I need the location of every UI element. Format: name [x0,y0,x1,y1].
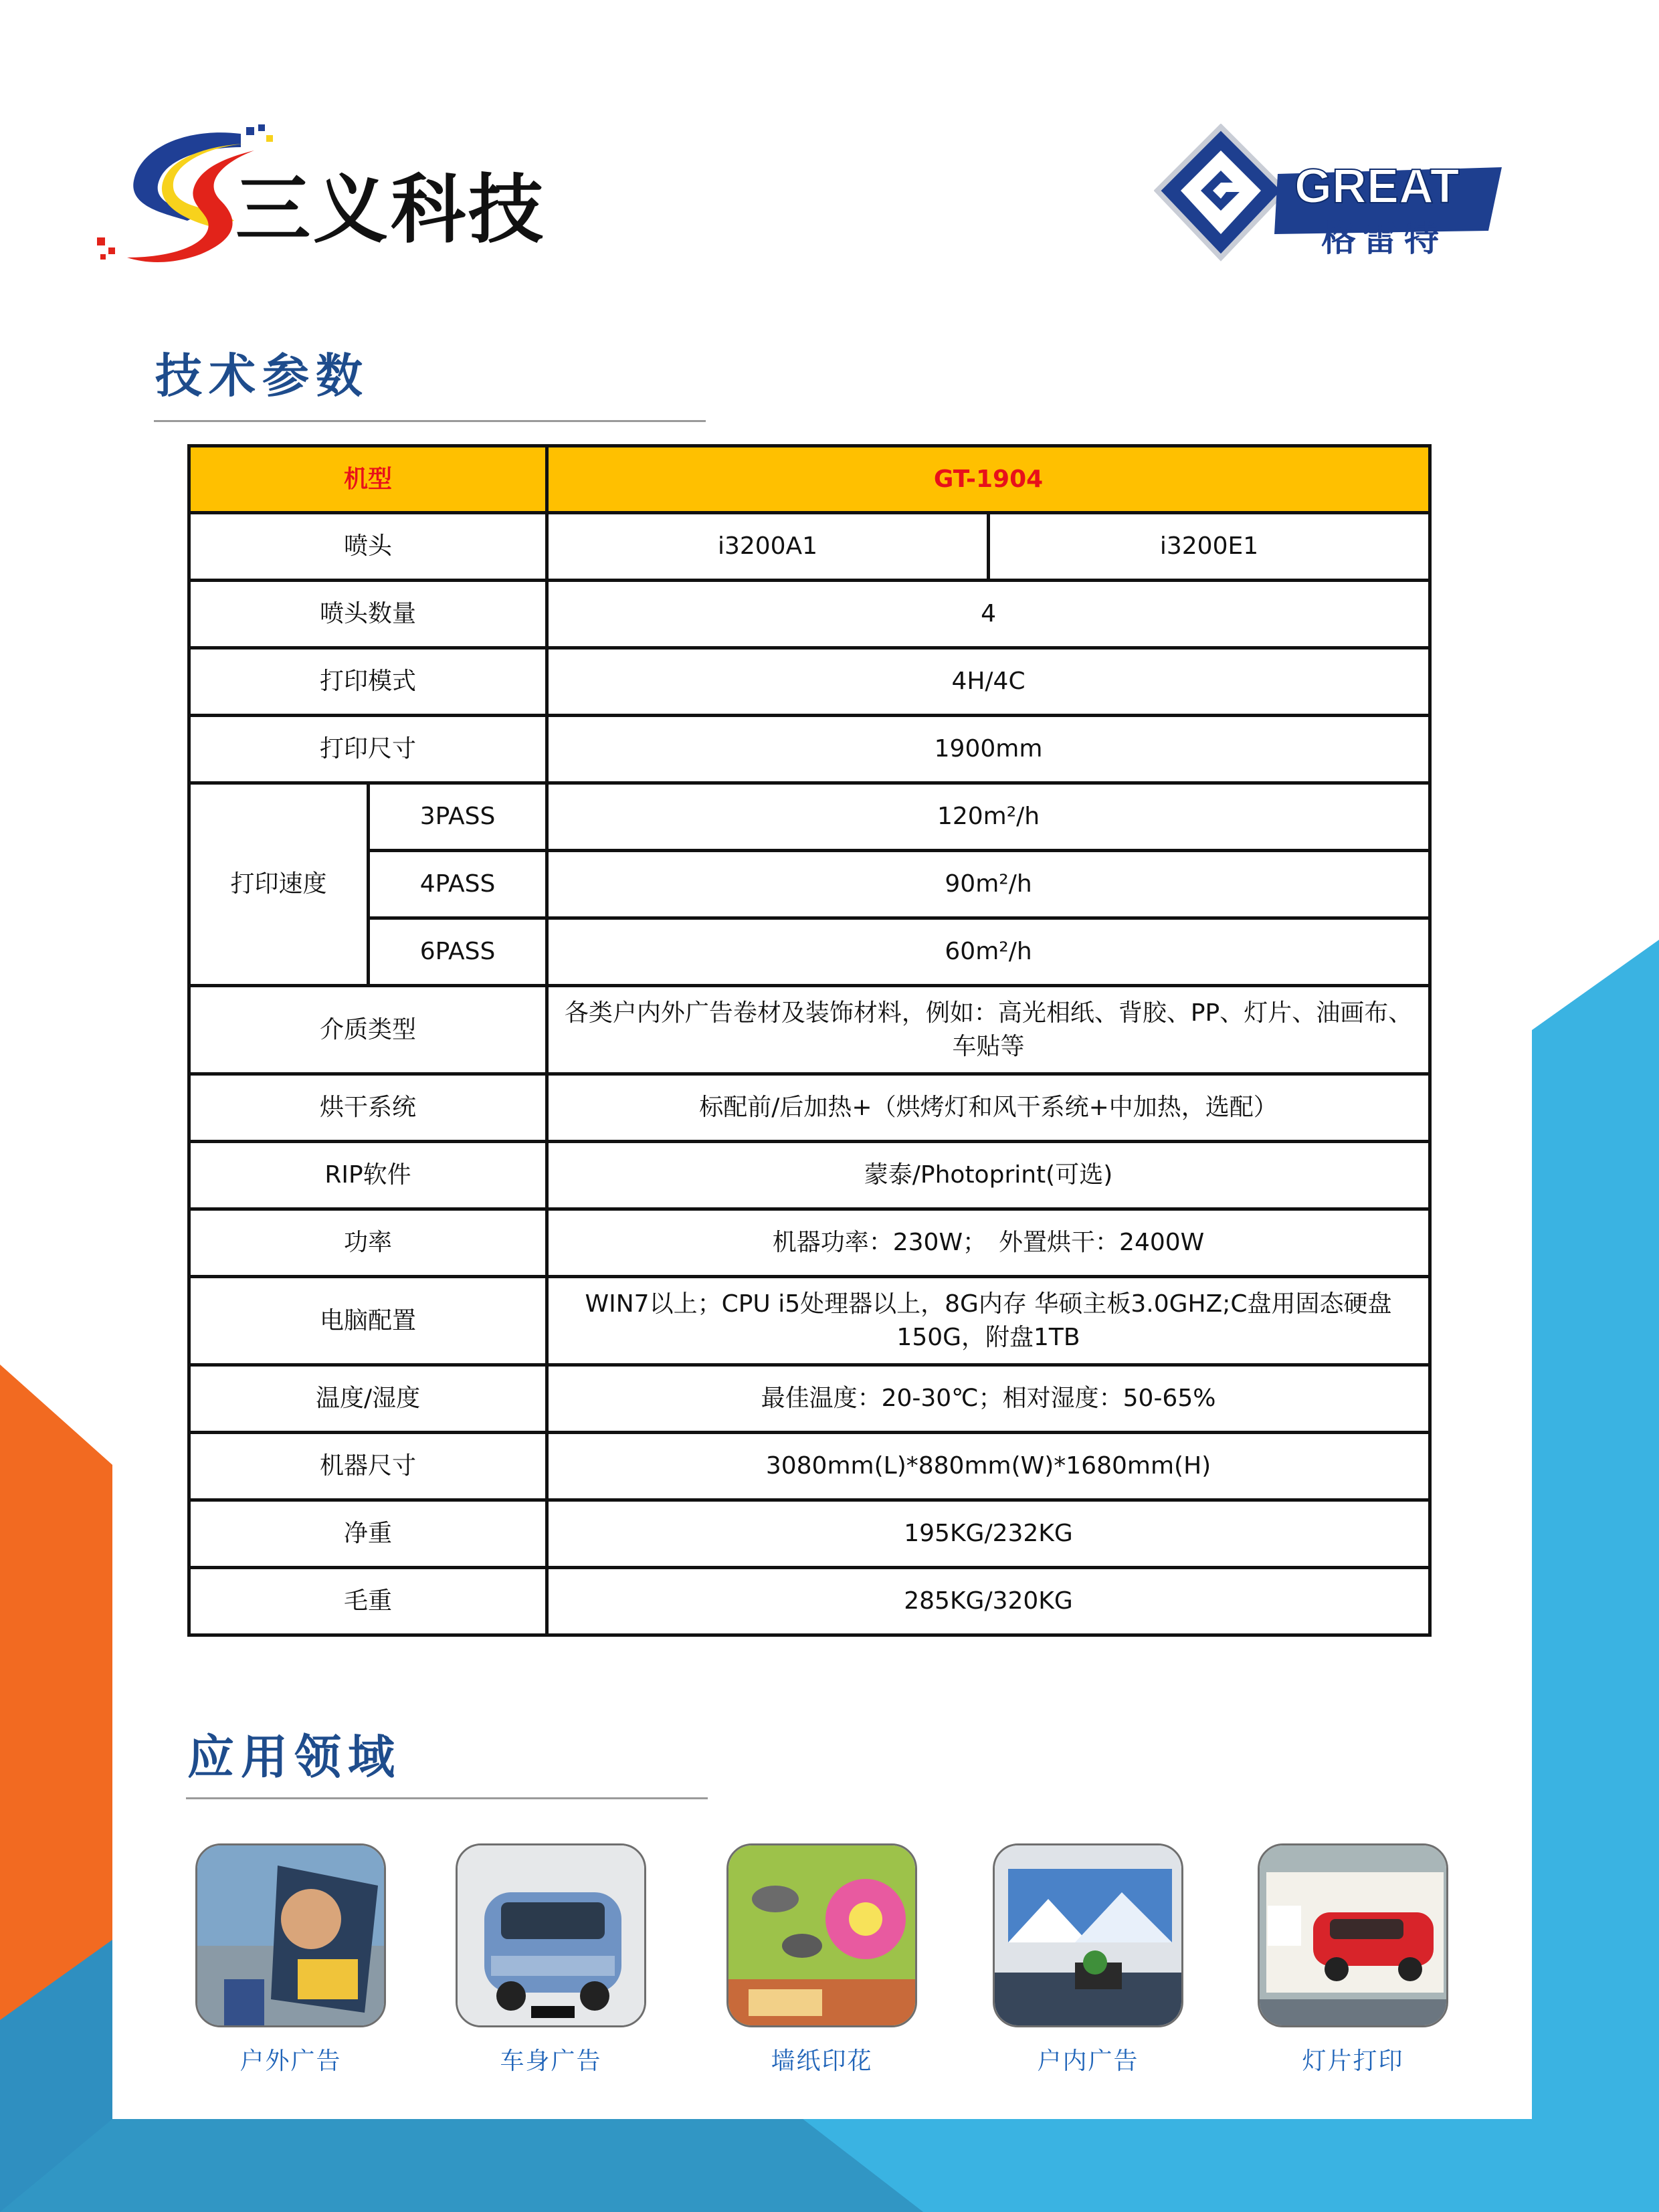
vehicle-ad-image [456,1843,646,2027]
app-indoor-ad [993,1843,1183,2076]
table-row [189,1365,1430,1433]
table-row [189,513,1430,581]
nozzle-value-a: i3200A1 [547,513,989,581]
great-logo-text: GREAT [1294,160,1460,213]
apps-section-title: 应用领域 [187,1730,401,1785]
specs-title-divider [154,420,706,422]
app-lightbox-print [1258,1843,1448,2076]
wallpaper-print-label: 墙纸印花 [771,2047,873,2075]
teal-bottom [0,2119,923,2212]
nozzle-value-b: i3200E1 [989,513,1430,581]
row-label: 介质类型 [189,986,547,1074]
company-name: 三义科技 [235,167,546,254]
table-row [189,783,1430,851]
lightbox-print-image [1258,1843,1448,2027]
row-label: 温度/湿度 [189,1365,547,1433]
row-value: 最佳温度：20-30℃；相对湿度：50-65% [547,1365,1430,1433]
table-row [189,986,1430,1074]
row-value: 各类户内外广告卷材及装饰材料，例如：高光相纸、背胶、PP、灯片、油画布、车贴等 [547,986,1430,1074]
nozzle-label: 喷头 [189,513,547,581]
wallpaper-print-image [726,1843,917,2027]
outdoor-ad-image [195,1843,386,2027]
table-row [189,1500,1430,1568]
row-value: 1900mm [547,716,1430,783]
app-outdoor-ad [195,1843,386,2076]
row-label: RIP软件 [189,1142,547,1209]
row-label: 功率 [189,1209,547,1277]
table-row [189,716,1430,783]
row-label: 打印尺寸 [189,716,547,783]
row-label: 打印模式 [189,648,547,716]
row-value: 285KG/320KG [547,1568,1430,1635]
table-header-row [189,446,1430,513]
model-label: 机型 [189,446,547,513]
row-label: 毛重 [189,1568,547,1635]
speed-pass-label: 3PASS [369,783,547,851]
great-logo-icon [1154,124,1512,274]
vehicle-ad-label: 车身广告 [500,2047,602,2075]
speed-value: 90m²/h [547,851,1430,918]
row-value: WIN7以上；CPU i5处理器以上，8G内存 华硕主板3.0GHZ;C盘用固态硬盘150G，附盘1TB [547,1277,1430,1365]
indoor-ad-image [993,1843,1183,2027]
row-label: 机器尺寸 [189,1433,547,1500]
table-row [189,1568,1430,1635]
speed-pass-label: 4PASS [369,851,547,918]
speed-value: 120m²/h [547,783,1430,851]
cyan-panel [1532,940,1659,2212]
specs-section-title: 技术参数 [155,348,369,403]
speed-pass-label: 6PASS [369,918,547,986]
table-row [189,1142,1430,1209]
table-row [189,1074,1430,1142]
table-row [189,851,1430,918]
row-value: 4 [547,581,1430,648]
indoor-ad-label: 户内广告 [1037,2047,1139,2075]
app-vehicle-ad [456,1843,646,2076]
table-row [189,581,1430,648]
row-value: 标配前/后加热+（烘烤灯和风干系统+中加热，选配） [547,1074,1430,1142]
row-label: 喷头数量 [189,581,547,648]
model-value: GT-1904 [547,446,1430,513]
table-row [189,1433,1430,1500]
apps-title-divider [186,1797,708,1799]
spec-table [187,444,1432,1637]
table-row [189,918,1430,986]
row-value: 3080mm(L)*880mm(W)*1680mm(H) [547,1433,1430,1500]
app-wallpaper-print [726,1843,917,2076]
outdoor-ad-label: 户外广告 [239,2047,342,2075]
row-label: 烘干系统 [189,1074,547,1142]
row-value: 机器功率：230W； 外置烘干：2400W [547,1209,1430,1277]
row-value: 4H/4C [547,648,1430,716]
speed-label: 打印速度 [189,783,369,986]
speed-value: 60m²/h [547,918,1430,986]
lightbox-print-label: 灯片打印 [1302,2047,1404,2075]
row-value: 195KG/232KG [547,1500,1430,1568]
row-label: 净重 [189,1500,547,1568]
table-row [189,1209,1430,1277]
table-row [189,1277,1430,1365]
table-row [189,648,1430,716]
row-value: 蒙泰/Photoprint(可选) [547,1142,1430,1209]
great-logo-cn: 格雷特 [1321,219,1446,260]
cyan-bottom [803,2119,1532,2212]
row-label: 电脑配置 [189,1277,547,1365]
